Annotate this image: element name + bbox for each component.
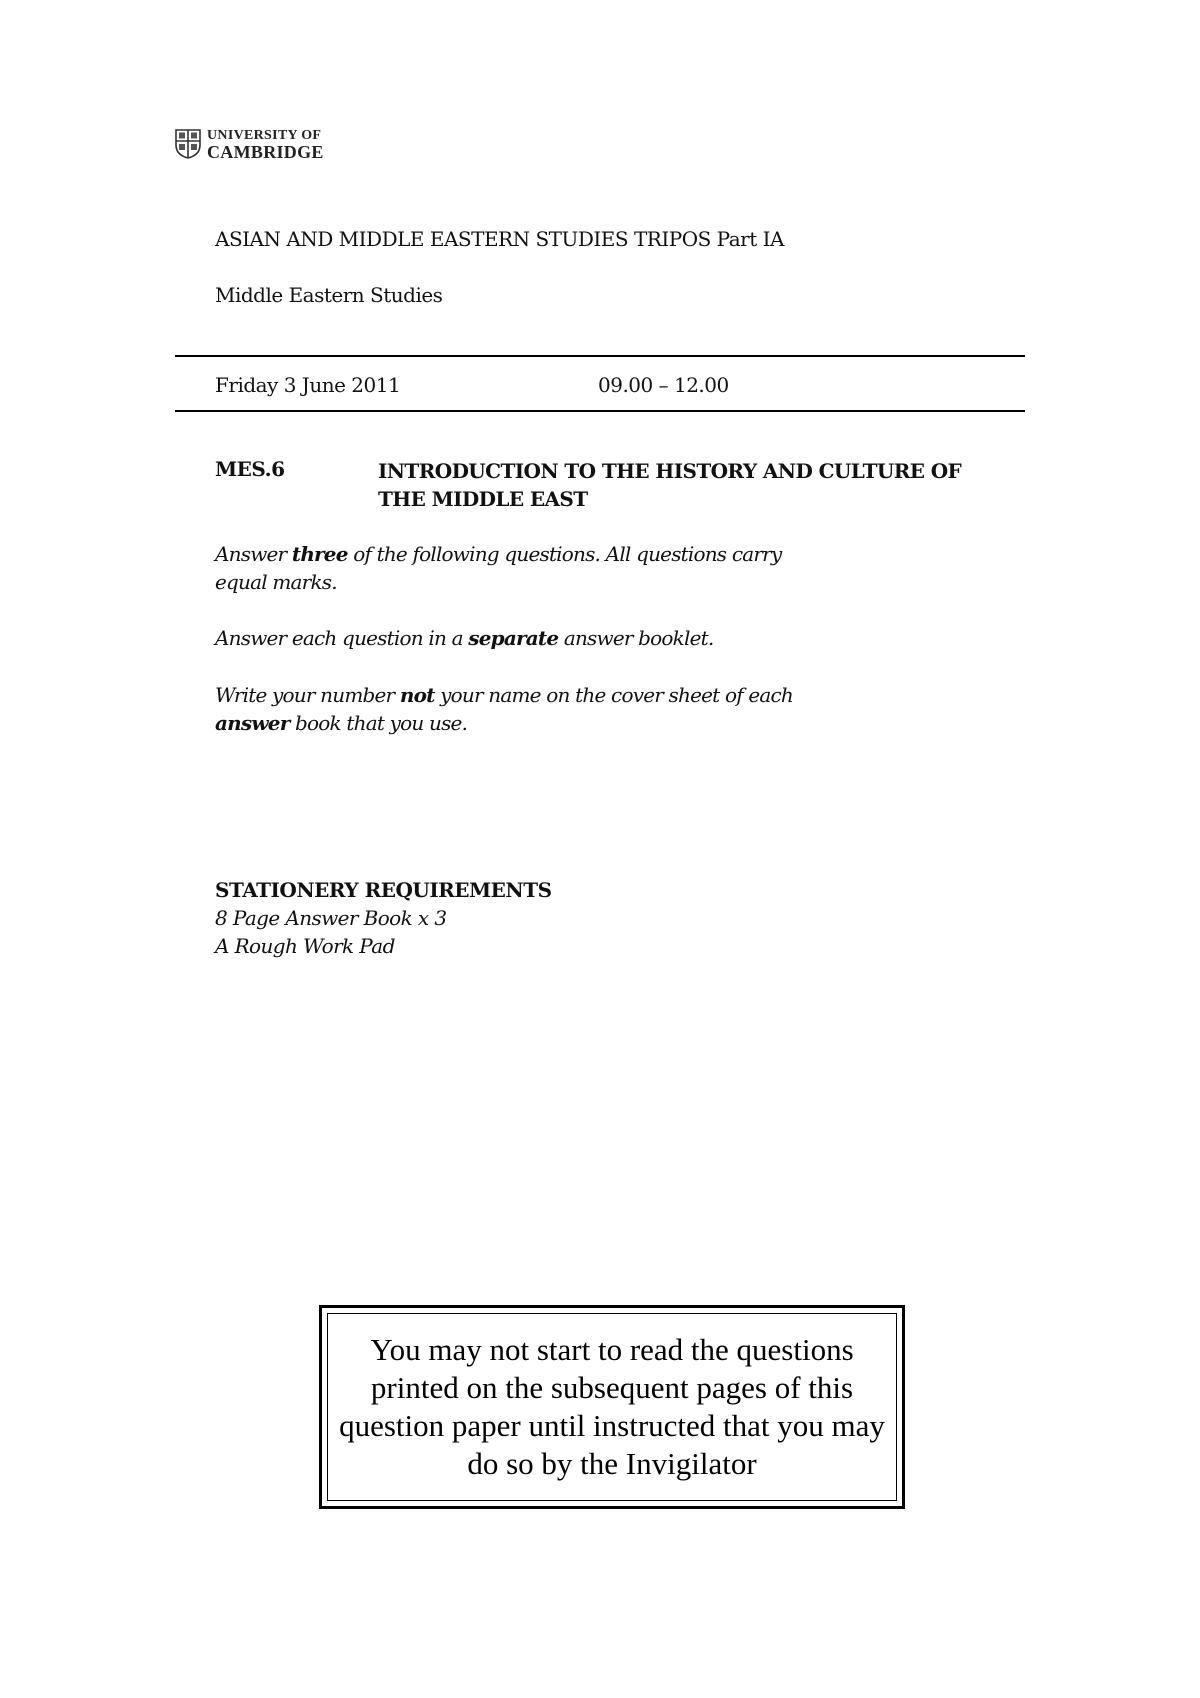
notice-text: You may not start to read the questions printed on the subsequent pages of this question paper until instructed that you may do so by the Invigilator	[339, 1332, 885, 1481]
tripos-title: ASIAN AND MIDDLE EASTERN STUDIES TRIPOS Part IA	[215, 227, 784, 251]
instruction-text: your name on the cover sheet of each	[434, 683, 794, 707]
instruction-text: answer booklet.	[558, 626, 714, 650]
instruction-text: book that you use.	[289, 711, 468, 735]
instruction-emphasis: three	[291, 542, 348, 566]
stationery-item: 8 Page Answer Book x 3	[215, 906, 447, 930]
instruction-answer-three	[215, 540, 835, 596]
instruction-emphasis: not	[399, 683, 435, 707]
instruction-text: Write your number	[215, 683, 400, 707]
top-rule	[175, 355, 1025, 357]
instruction-text: of the following questions. All questions carry equal marks.	[215, 542, 782, 594]
instruction-emphasis: answer	[215, 711, 290, 735]
exam-time: 09.00 – 12.00	[598, 373, 729, 397]
university-logo	[175, 126, 324, 162]
paper-title: INTRODUCTION TO THE HISTORY AND CULTURE OF THE MIDDLE EAST	[378, 459, 962, 511]
instruction-text: Answer	[215, 542, 292, 566]
exam-date: Friday 3 June 2011	[215, 373, 401, 397]
stationery-requirements	[215, 876, 552, 960]
subject-name: Middle Eastern Studies	[215, 283, 443, 307]
bottom-rule	[175, 410, 1025, 412]
stationery-item: A Rough Work Pad	[215, 934, 395, 958]
invigilator-notice-box	[319, 1305, 905, 1509]
instruction-emphasis: separate	[468, 626, 559, 650]
notice-inner-frame	[327, 1313, 897, 1501]
logo-line-university-of: UNIVERSITY OF	[207, 128, 322, 143]
instruction-separate-booklet	[215, 624, 835, 652]
university-crest-icon	[175, 129, 201, 159]
instruction-write-number	[215, 681, 835, 737]
instruction-text: Answer each question in a	[215, 626, 469, 650]
stationery-heading: STATIONERY REQUIREMENTS	[215, 878, 552, 902]
paper-code: MES.6	[215, 457, 285, 481]
logo-line-cambridge: CAMBRIDGE	[207, 142, 324, 162]
